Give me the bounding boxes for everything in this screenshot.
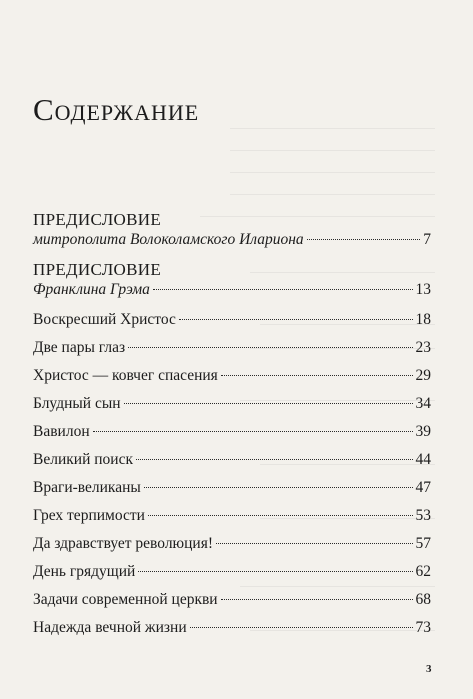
dot-leader — [221, 375, 413, 376]
page-number: 7 — [423, 231, 431, 248]
page-number: 39 — [415, 423, 431, 440]
page-number: 73 — [415, 619, 431, 636]
page-number: 62 — [415, 563, 431, 580]
chapter-title: Блудный сын — [33, 395, 121, 412]
chapter-title: Две пары глаз — [33, 339, 126, 356]
page-number: 23 — [415, 339, 431, 356]
toc-entry[interactable] — [33, 562, 431, 582]
chapter-title: Да здравствует революция! — [33, 535, 214, 552]
page-number: 13 — [415, 281, 431, 298]
toc-entry[interactable] — [33, 394, 431, 414]
chapter-title: Воскресший Христос — [33, 311, 176, 328]
chapter-title: Великий поиск — [33, 451, 133, 468]
page-title: Содержание — [33, 92, 200, 127]
dot-leader — [221, 599, 413, 600]
dot-leader — [124, 403, 413, 404]
dot-leader — [216, 543, 412, 544]
chapter-title: Вавилон — [33, 423, 90, 440]
toc-entry[interactable] — [33, 422, 431, 442]
dot-leader — [128, 347, 412, 348]
toc-entry[interactable] — [33, 338, 431, 358]
toc-entry[interactable] — [33, 534, 431, 554]
chapter-title: Христос — ковчег спасения — [33, 367, 218, 384]
chapter-title: День грядущий — [33, 563, 136, 580]
toc-entry-preface-1[interactable] — [33, 210, 431, 250]
chapter-title: Враги-великаны — [33, 479, 141, 496]
toc-entry[interactable] — [33, 478, 431, 498]
toc-entry-preface-2[interactable] — [33, 260, 431, 300]
toc-entry[interactable] — [33, 450, 431, 470]
toc-entry[interactable] — [33, 506, 431, 526]
toc-entry[interactable] — [33, 618, 431, 638]
dot-leader — [153, 289, 413, 290]
toc-entry[interactable] — [33, 590, 431, 610]
page-number: 29 — [415, 367, 431, 384]
dot-leader — [190, 627, 413, 628]
preface-author: митрополита Волоколамского Илариона — [33, 231, 304, 248]
dot-leader — [307, 239, 421, 240]
dot-leader — [138, 571, 412, 572]
page-number: 44 — [415, 451, 431, 468]
page-number: 57 — [415, 535, 431, 552]
page-folio: 3 — [426, 663, 432, 675]
dot-leader — [144, 487, 413, 488]
dot-leader — [136, 459, 413, 460]
preface-author: Франклина Грэма — [33, 281, 150, 298]
dot-leader — [148, 515, 413, 516]
page-number: 47 — [415, 479, 431, 496]
preface-heading: ПРЕДИСЛОВИЕ — [33, 260, 162, 279]
chapter-title: Задачи современной церкви — [33, 591, 218, 608]
dot-leader — [93, 431, 413, 432]
toc-entry[interactable] — [33, 366, 431, 386]
chapter-title: Надежда вечной жизни — [33, 619, 187, 636]
page-number: 34 — [415, 395, 431, 412]
preface-heading: ПРЕДИСЛОВИЕ — [33, 210, 162, 229]
chapter-title: Грех терпимости — [33, 507, 145, 524]
page-number: 18 — [415, 311, 431, 328]
dot-leader — [179, 319, 413, 320]
page-number: 68 — [415, 591, 431, 608]
page-number: 53 — [415, 507, 431, 524]
toc-entry[interactable] — [33, 310, 431, 330]
